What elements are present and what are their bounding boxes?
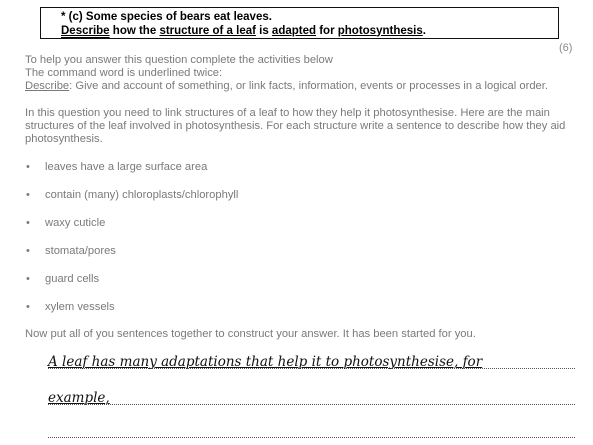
answer-line-1[interactable]	[48, 350, 575, 369]
structure-list	[26, 160, 238, 328]
list-item	[26, 272, 238, 300]
definition-term: Describe	[25, 80, 70, 92]
keyword-adapted: adapted	[271, 24, 317, 37]
command-word: Describe	[61, 24, 110, 37]
bullet-icon: •	[26, 273, 30, 285]
definition-line	[25, 80, 548, 93]
bullet-icon: •	[26, 301, 30, 313]
answer-text-1: A leaf has many adaptations that help it to photosynthesise, for	[48, 354, 483, 370]
marks-label: (6)	[559, 42, 573, 54]
prompt-text: .	[422, 24, 426, 37]
list-item-text: waxy cuticle	[45, 217, 106, 229]
intro-line-2: The command word is underlined twice:	[25, 67, 223, 79]
prompt-text: for	[316, 24, 338, 37]
list-item	[26, 188, 238, 216]
list-item-text: stomata/pores	[45, 245, 116, 257]
bullet-icon: •	[26, 189, 30, 201]
prompt-text: how the	[109, 24, 160, 37]
keyword-structure: structure of a leaf	[159, 24, 256, 37]
list-item	[26, 244, 238, 272]
list-item-text: guard cells	[45, 273, 100, 285]
answer-line-3[interactable]	[48, 419, 575, 438]
definition-text: : Give and account of something, or link facts, information, events or processes in a logical order.	[69, 80, 548, 92]
question-box	[40, 7, 559, 39]
question-header: * (c) Some species of bears eat leaves.	[61, 11, 272, 23]
intro-line-1: To help you answer this question complete the activities below	[25, 54, 333, 66]
question-prompt	[61, 25, 558, 39]
list-item	[26, 216, 238, 244]
answer-text-2: example,	[48, 390, 110, 406]
list-item	[26, 160, 238, 188]
list-item-text: leaves have a large surface area	[45, 161, 208, 173]
list-item-text: xylem vessels	[45, 301, 115, 313]
keyword-photosynthesis: photosynthesis	[337, 24, 423, 37]
bullet-icon: •	[26, 217, 30, 229]
bullet-icon: •	[26, 245, 30, 257]
final-instruction: Now put all of you sentences together to construct your answer. It has been started for you.	[25, 328, 476, 340]
answer-line-2[interactable]	[48, 386, 575, 405]
bullet-icon: •	[26, 161, 30, 173]
prompt-text: is	[255, 24, 272, 37]
instruction-paragraph: In this question you need to link structures of a leaf to how they help it photosynthesise. Here are the main structures of the leaf involved in photosynthesis. For each structure write a sentence to describe how they aid photosynthesis.	[25, 107, 566, 145]
list-item	[26, 300, 238, 328]
intro-block	[25, 54, 548, 93]
list-item-text: contain (many) chloroplasts/chlorophyll	[45, 189, 239, 201]
